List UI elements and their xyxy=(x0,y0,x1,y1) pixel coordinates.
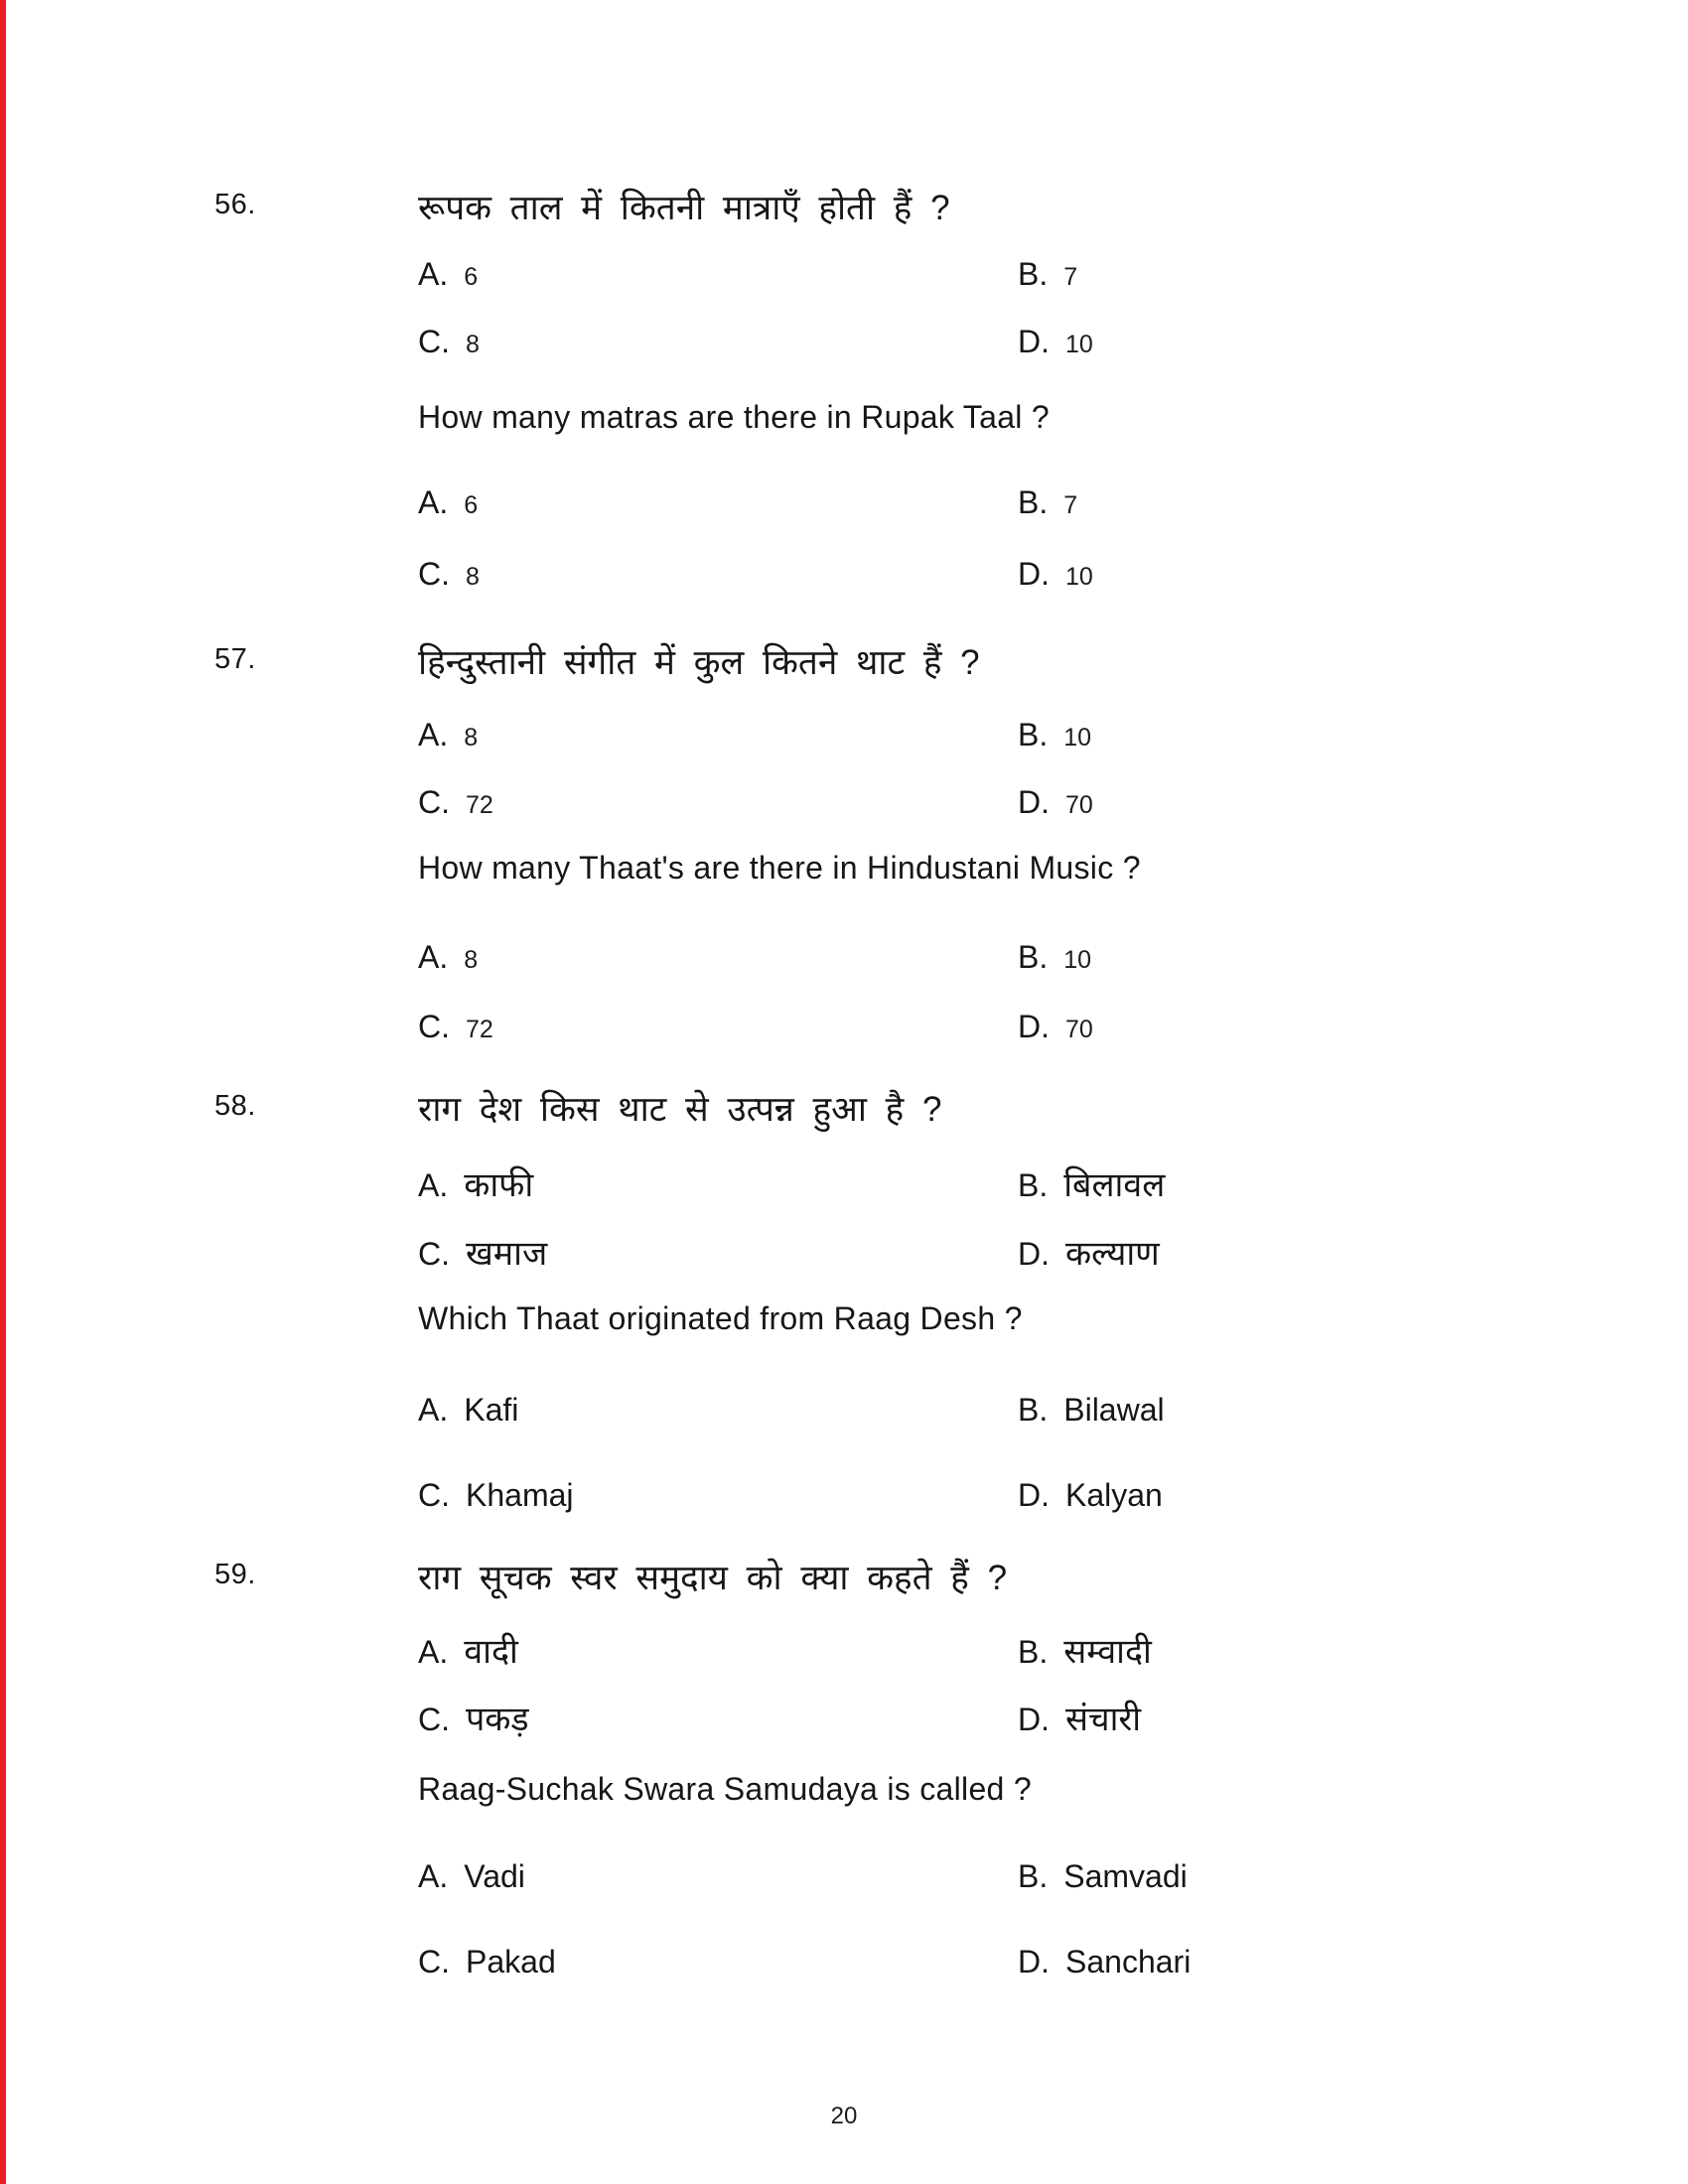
option-label: A. xyxy=(418,717,449,752)
option-label: A. xyxy=(418,256,449,292)
options-row-english-ab xyxy=(418,1858,1560,1902)
option-value: Kalyan xyxy=(1065,1477,1163,1513)
option-a xyxy=(418,1392,518,1429)
options-row-english-ab xyxy=(418,484,1560,528)
question-number: 58. xyxy=(214,1090,256,1122)
options-row-english-cd xyxy=(418,556,1560,600)
option-b xyxy=(1018,1633,1152,1672)
option-value: Pakad xyxy=(466,1944,556,1979)
option-label: D. xyxy=(1018,1944,1050,1979)
option-value: Bilawal xyxy=(1063,1392,1165,1428)
question-text-hindi: रूपक ताल में कितनी मात्राएँ होती हैं ? xyxy=(418,189,950,227)
options-row-hindi-ab xyxy=(418,1633,1560,1677)
option-a xyxy=(418,256,478,293)
options-row-hindi-ab xyxy=(418,1166,1560,1210)
option-label: B. xyxy=(1018,939,1049,975)
option-c xyxy=(418,1235,547,1274)
option-a xyxy=(418,484,478,521)
option-label: D. xyxy=(1018,1009,1050,1044)
option-b xyxy=(1018,939,1091,976)
options-row-english-ab xyxy=(418,939,1560,983)
option-b xyxy=(1018,1392,1165,1429)
question-text-english: How many matras are there in Rupak Taal ? xyxy=(418,399,1051,435)
option-label: C. xyxy=(418,1944,450,1979)
option-c xyxy=(418,556,480,593)
option-value: पकड़ xyxy=(466,1701,529,1738)
options-row-hindi-ab xyxy=(418,717,1560,760)
option-value: 7 xyxy=(1063,491,1078,519)
option-value: 7 xyxy=(1063,263,1078,291)
option-value: वादी xyxy=(464,1633,518,1671)
option-value: 8 xyxy=(464,724,479,751)
option-c xyxy=(418,784,493,821)
option-label: C. xyxy=(418,324,450,359)
options-row-english-cd xyxy=(418,1944,1560,1987)
option-a xyxy=(418,1166,533,1205)
option-label: A. xyxy=(418,1634,449,1670)
option-value: 8 xyxy=(464,946,479,974)
option-label: A. xyxy=(418,1167,449,1203)
question-number: 56. xyxy=(214,189,256,220)
option-label: A. xyxy=(418,939,449,975)
option-value: 6 xyxy=(464,263,479,291)
question-number: 59. xyxy=(214,1559,256,1590)
page-number: 20 xyxy=(830,2103,858,2129)
option-value: 10 xyxy=(1065,563,1093,591)
option-value: बिलावल xyxy=(1063,1166,1166,1204)
option-value: कल्याण xyxy=(1065,1235,1160,1273)
option-label: B. xyxy=(1018,484,1049,520)
option-value: 72 xyxy=(466,791,493,819)
question-text-english: Which Thaat originated from Raag Desh ? xyxy=(418,1300,1023,1336)
option-label: C. xyxy=(418,784,450,820)
options-row-hindi-cd xyxy=(418,1701,1560,1744)
option-value: 8 xyxy=(466,563,480,591)
option-value: खमाज xyxy=(466,1235,548,1273)
question-text-english: How many Thaat's are there in Hindustani Music ? xyxy=(418,850,1141,886)
option-value: 10 xyxy=(1063,724,1092,751)
option-label: B. xyxy=(1018,1858,1049,1894)
option-value: 10 xyxy=(1065,331,1093,358)
options-row-english-cd xyxy=(418,1477,1560,1521)
option-d xyxy=(1018,1477,1163,1514)
option-value: Kafi xyxy=(464,1392,519,1428)
option-label: B. xyxy=(1018,256,1049,292)
option-label: A. xyxy=(418,484,449,520)
question-text-hindi: राग देश किस थाट से उत्पन्न हुआ है ? xyxy=(418,1090,942,1129)
option-b xyxy=(1018,256,1077,293)
option-label: A. xyxy=(418,1858,449,1894)
option-value: Samvadi xyxy=(1063,1858,1188,1894)
question-text-english: Raag-Suchak Swara Samudaya is called ? xyxy=(418,1771,1032,1807)
option-d xyxy=(1018,784,1093,821)
option-value: Vadi xyxy=(464,1858,525,1894)
option-c xyxy=(418,1477,574,1514)
option-d xyxy=(1018,1009,1093,1045)
option-d xyxy=(1018,1944,1191,1980)
question-text-hindi: हिन्दुस्तानी संगीत में कुल कितने थाट हैं ? xyxy=(418,643,980,682)
option-c xyxy=(418,324,480,360)
options-row-english-cd xyxy=(418,1009,1560,1052)
option-d xyxy=(1018,556,1093,593)
option-label: A. xyxy=(418,1392,449,1428)
option-label: B. xyxy=(1018,1634,1049,1670)
option-b xyxy=(1018,1166,1165,1205)
option-label: D. xyxy=(1018,1236,1050,1272)
option-value: 10 xyxy=(1063,946,1092,974)
option-value: 6 xyxy=(464,491,479,519)
option-c xyxy=(418,1701,529,1739)
options-row-hindi-cd xyxy=(418,784,1560,828)
options-row-hindi-cd xyxy=(418,324,1560,367)
scan-left-edge-line xyxy=(0,0,6,2184)
option-label: D. xyxy=(1018,324,1050,359)
option-value: 70 xyxy=(1065,791,1093,819)
option-value: काफी xyxy=(464,1166,534,1204)
option-d xyxy=(1018,324,1093,360)
options-row-hindi-ab xyxy=(418,256,1560,300)
option-value: सम्वादी xyxy=(1063,1633,1152,1671)
option-value: संचारी xyxy=(1065,1701,1142,1738)
option-c xyxy=(418,1009,493,1045)
option-a xyxy=(418,717,478,753)
option-value: Sanchari xyxy=(1065,1944,1192,1979)
option-b xyxy=(1018,1858,1188,1895)
question-number: 57. xyxy=(214,643,256,675)
option-label: C. xyxy=(418,1477,450,1513)
option-b xyxy=(1018,484,1077,521)
option-label: D. xyxy=(1018,556,1050,592)
option-value: 8 xyxy=(466,331,480,358)
option-label: C. xyxy=(418,1702,450,1737)
option-label: B. xyxy=(1018,1167,1049,1203)
option-value: Khamaj xyxy=(466,1477,574,1513)
option-label: D. xyxy=(1018,784,1050,820)
option-label: C. xyxy=(418,1009,450,1044)
option-label: B. xyxy=(1018,1392,1049,1428)
option-value: 70 xyxy=(1065,1016,1093,1043)
option-label: D. xyxy=(1018,1702,1050,1737)
option-b xyxy=(1018,717,1091,753)
option-d xyxy=(1018,1235,1160,1274)
option-value: 72 xyxy=(466,1016,493,1043)
question-text-hindi: राग सूचक स्वर समुदाय को क्या कहते हैं ? xyxy=(418,1559,1008,1597)
option-label: C. xyxy=(418,1236,450,1272)
option-label: D. xyxy=(1018,1477,1050,1513)
option-c xyxy=(418,1944,556,1980)
option-a xyxy=(418,1633,518,1672)
option-a xyxy=(418,1858,525,1895)
option-label: B. xyxy=(1018,717,1049,752)
options-row-hindi-cd xyxy=(418,1235,1560,1279)
option-a xyxy=(418,939,478,976)
option-d xyxy=(1018,1701,1141,1739)
option-label: C. xyxy=(418,556,450,592)
options-row-english-ab xyxy=(418,1392,1560,1435)
